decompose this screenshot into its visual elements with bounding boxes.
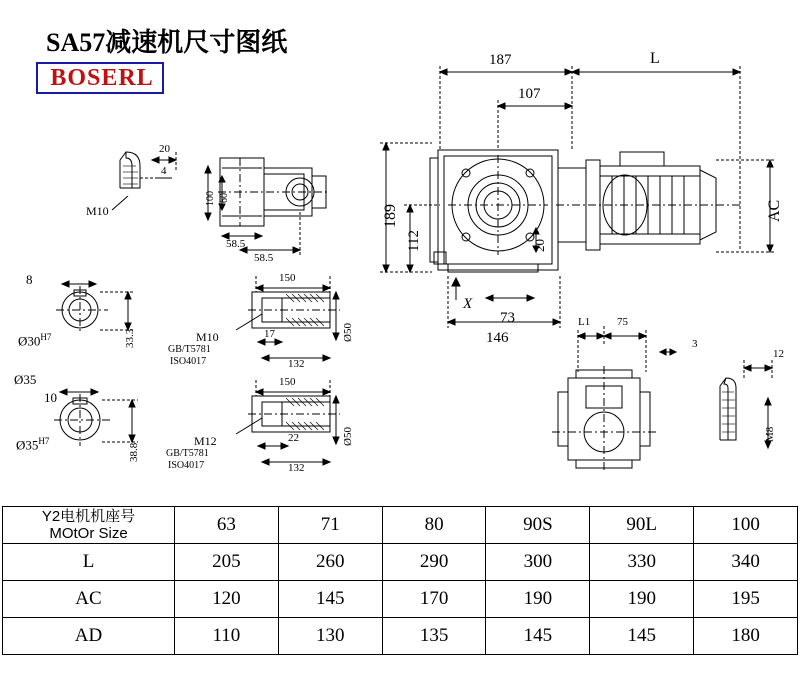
dim-22: 22 [288,432,299,444]
cell: 340 [694,544,798,581]
dim-d35: Ø35 [14,372,37,387]
dim-73: 73 [500,310,515,326]
dim-58-5-a: 58.5 [226,238,246,250]
dim-gb-t5781-b: GB/T5781 [166,448,209,459]
dim-20-main: 20 [532,239,547,252]
dim-38-8: 38.8 [128,442,140,462]
cell: 145 [278,581,382,618]
cell: 205 [175,544,279,581]
row-header-AD: AD [3,618,175,655]
dim-150-top: 150 [279,272,296,284]
cell: 170 [382,581,486,618]
dim-58-5-b: 58.5 [254,252,274,264]
cell: 90S [486,507,590,544]
table-row [3,618,798,655]
dim-60: 60 [219,193,230,203]
dim-AC: AC [766,199,783,222]
dim-d35h7-value: Ø35 [16,437,39,453]
cell: 260 [278,544,382,581]
dim-10: 10 [44,390,57,405]
page-title: SA57减速机尺寸图纸 [46,28,288,57]
cell: 71 [278,507,382,544]
cell: 135 [382,618,486,655]
table-row [3,544,798,581]
dim-4: 4 [161,165,167,177]
row-header-line1: Y2电机机座号 [41,508,136,525]
dim-gb-t5781-a: GB/T5781 [168,344,211,355]
dim-132-b: 132 [288,462,305,474]
dim-150-bottom: 150 [279,376,296,388]
cell: 145 [486,618,590,655]
row-header-L: L [3,544,175,581]
cell: 195 [694,581,798,618]
dim-132-a: 132 [288,358,305,370]
specifications-table [2,506,798,655]
dim-d30h7 [18,332,51,349]
dim-M8: M8 [764,426,776,442]
cell: 145 [590,618,694,655]
dim-M12-bolt: M12 [194,434,217,448]
brand-logo-text: BOSERL [50,65,154,91]
table-row [3,507,798,544]
dim-3: 3 [692,338,698,350]
dim-d30h7-value: Ø30 [18,333,41,349]
cell: 100 [694,507,798,544]
cell: 63 [175,507,279,544]
dim-100: 100 [205,191,216,206]
row-header-motor-size [3,507,175,544]
cell: 300 [486,544,590,581]
cell: 190 [486,581,590,618]
dim-17: 17 [264,328,275,340]
cell: 130 [278,618,382,655]
cell: 330 [590,544,694,581]
dim-8: 8 [26,272,33,287]
dim-d50-a: Ø50 [342,323,354,342]
dim-107: 107 [518,86,541,102]
dim-iso04017-b: ISO4017 [168,460,205,471]
dim-M10-left: M10 [86,204,109,218]
dim-X: X [463,296,473,312]
cell: 180 [694,618,798,655]
dim-75: 75 [617,316,628,328]
cell: 90L [590,507,694,544]
cell: 120 [175,581,279,618]
cell: 110 [175,618,279,655]
dim-M10-bolt: M10 [196,330,219,344]
cell: 190 [590,581,694,618]
table-row [3,581,798,618]
dim-d35h7 [16,436,49,453]
dim-146: 146 [486,330,509,346]
cell: 80 [382,507,486,544]
cell: 290 [382,544,486,581]
dim-d30h7-sup: H7 [40,332,52,342]
dim-189: 189 [382,204,399,228]
dim-iso04017-a: ISO4017 [170,356,207,367]
row-header-line2: MOtOr Size [49,525,128,542]
dim-d50-b: Ø50 [342,427,354,446]
dim-187: 187 [489,52,512,68]
dim-112: 112 [406,230,422,252]
dim-L1: L1 [578,316,591,328]
dim-12: 12 [773,348,784,360]
row-header-AC: AC [3,581,175,618]
dim-d35h7-sup: H7 [38,436,50,446]
dim-20-top: 20 [159,143,170,155]
dim-L: L [650,50,660,67]
dim-33-3: 33.3 [124,328,136,348]
